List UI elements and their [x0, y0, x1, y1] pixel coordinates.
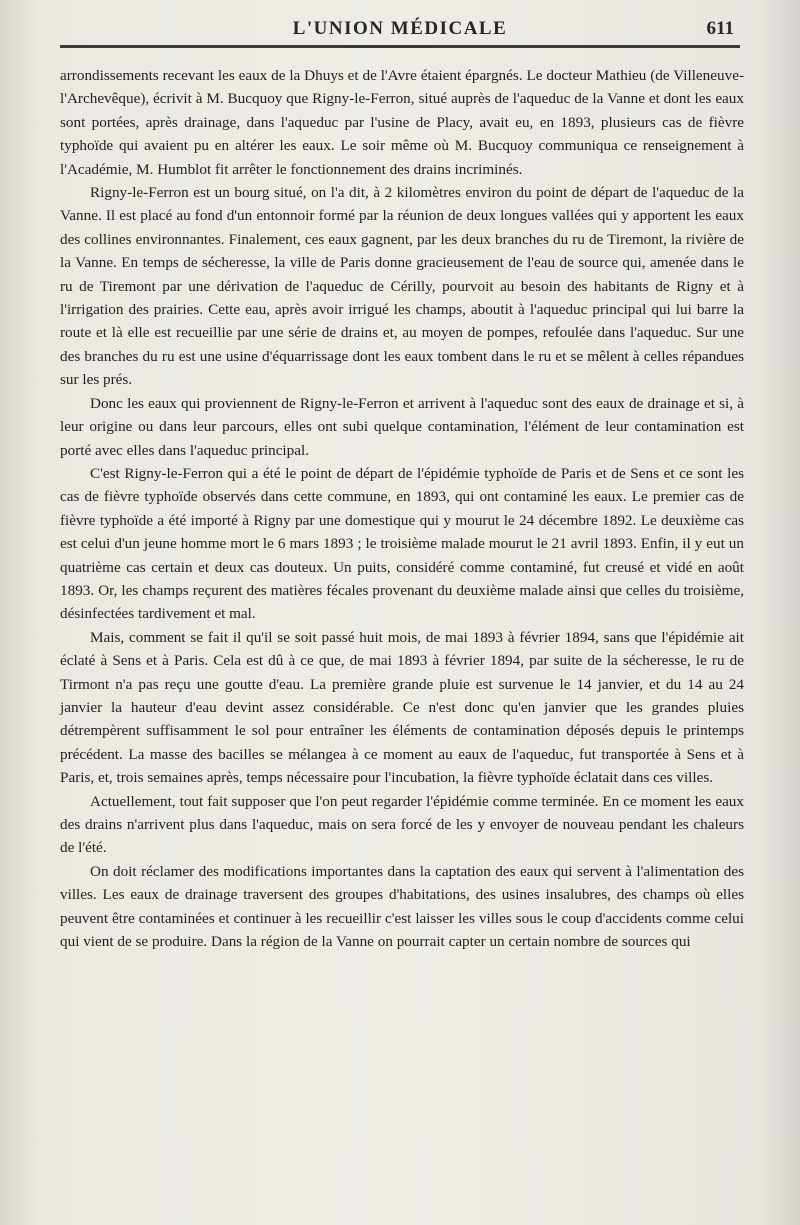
paragraph: Mais, comment se fait il qu'il se soit passé huit mois, de mai 1893 à février 1894, sans que l'épidémie ait éclaté à Sens et à Paris. Cela est dû à ce que, de mai 1893 à février 1894, par suite de la sécheresse, le ru de Tirmont n'a pas reçu une goutte d'eau. La première grande pluie est survenue le 14 janvier, et du 14 au 24 janvier la hauteur d'eau devint assez considérable. Ce n'est donc qu'en janvier que les grandes pluies détrempèrent suffisamment le sol pour entraîner les éléments de contamination déposés depuis le printemps précédent. La masse des bacilles se mélangea à ce moment au eaux de l'aqueduc, fut transportée à Sens et à Paris, et, trois semaines après, temps nécessaire pour l'incubation, la fièvre typhoïde éclatait dans ces villes.	[60, 628, 744, 787]
paragraph: On doit réclamer des modifications importantes dans la captation des eaux qui servent à l'alimentation des villes. Les eaux de drainage traversent des groupes d'habitations, des usines insalubres, des champs où elles peuvent être contaminées et continuer à les recueillir c'est laisser les villes sous le coup d'accidents comme celui qui vient de se produire. Dans la région de la Vanne on pourrait capter un certain nombre de sources qui	[60, 862, 744, 951]
paragraph: Donc les eaux qui proviennent de Rigny-le-Ferron et arrivent à l'aqueduc sont des eaux de drainage et si, à leur origine ou dans leur parcours, elles ont subi quelque contamination, l'élément de leur contamination est porté avec elles dans l'aqueduc principal.	[60, 394, 744, 459]
header-rule	[60, 45, 740, 48]
article-body	[60, 64, 744, 953]
paragraph: Actuellement, tout fait supposer que l'on peut regarder l'épidémie comme terminée. En ce moment les eaux des drains n'arrivent plus dans l'aqueduc, mais on sera forcé de les y envoyer de nouveau pendant les chaleurs de l'été.	[60, 792, 744, 857]
paragraph: C'est Rigny-le-Ferron qui a été le point de départ de l'épidémie typhoïde de Paris et de Sens et ce sont les cas de fièvre typhoïde observés dans cette commune, en 1893, qui ont contaminé les eaux. Le premier cas de fièvre typhoïde a été importé à Rigny par une domestique qui y mourut le 24 décembre 1892. Le deuxième cas est celui d'un jeune homme mort le 6 mars 1893 ; le troisième malade mourut le 21 avril 1893. Enfin, il y eut un quatrième cas certain et deux cas douteux. Un puits, considéré comme contaminé, fut creusé et vidé en août 1893. Or, les champs reçurent des matières fécales provenant du deuxième malade ainsi que celles du troisième, désinfectées tardivement et mal.	[60, 464, 744, 623]
paragraph: arrondissements recevant les eaux de la Dhuys et de l'Avre étaient épargnés. Le docteur Mathieu (de Villeneuve-l'Archevêque), écrivit à M. Bucquoy que Rigny-le-Ferron, situé auprès de l'aqueduc de la Vanne et dont les eaux sont portées, après drainage, dans l'aqueduc par l'usine de Placy, avait eu, en 1893, plusieurs cas de fièvre typhoïde qui avaient pu en altérer les eaux. Le soir même où M. Bucquoy communiqua ce renseignement à l'Académie, M. Humblot fit arrêter le fonctionnement des drains incriminés.	[60, 67, 744, 178]
running-title: L'UNION MÉDICALE	[292, 18, 508, 39]
page-header	[60, 16, 740, 46]
paragraph: Rigny-le-Ferron est un bourg situé, on l'a dit, à 2 kilomètres environ du point de départ de l'aqueduc de la Vanne. Il est placé au fond d'un entonnoir formé par la réunion de deux longues vallées qui y apportent les eaux des collines environnantes. Finalement, ces eaux gagnent, par les deux branches du ru de Tiremont, la rivière de la Vanne. En temps de sécheresse, la ville de Paris donne gracieusement de l'eau de source qui, amenée dans le ru de Tiremont par une dérivation de l'aqueduc de Cérilly, pourvoit au besoin des habitants de Rigny et à l'irrigation des prairies. Cette eau, après avoir irrigué les champs, aboutit à l'aqueduc principal qui lui barre la route et là elle est recueillie par une série de drains et, au moyen de pompes, refoulée dans l'aqueduc. Sur une des branches du ru est une usine d'équarrissage dont les eaux tombent dans le ru et se mêlent à celles répandues sur les prés.	[60, 184, 744, 389]
page-number: 611	[706, 18, 734, 39]
